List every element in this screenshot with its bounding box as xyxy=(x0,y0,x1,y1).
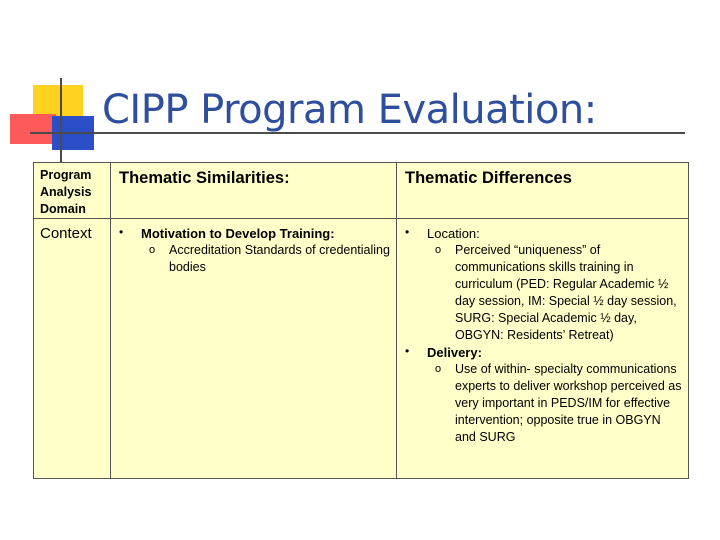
similarities-cell xyxy=(111,219,397,479)
slide-title: CIPP Program Evaluation: xyxy=(102,87,597,133)
differences-cell xyxy=(397,219,689,479)
list-item xyxy=(111,225,390,276)
similarity-label: Motivation to Develop Training: xyxy=(141,226,335,241)
bullet-icon: • xyxy=(405,344,410,358)
bullet-icon: • xyxy=(405,225,410,239)
table-header-row xyxy=(34,163,689,219)
sub-bullet-icon: o xyxy=(149,244,156,256)
sub-bullet-icon: o xyxy=(435,244,442,256)
difference-detail: Perceived “uniqueness” of communications skills training in curriculum (PED: Regular Academic ½ day session, IM: Special ½ day session, SURG: Special Academic ½ day, OBGYN: Residents’ Retreat) xyxy=(455,243,677,342)
difference-label: Delivery: xyxy=(427,345,482,360)
list-item xyxy=(427,242,682,344)
similarity-detail: Accreditation Standards of credentialing bodies xyxy=(169,243,390,274)
list-item xyxy=(141,242,390,276)
decor-vertical-line xyxy=(60,78,62,162)
header-domain: Program Analysis Domain xyxy=(34,163,111,219)
difference-label: Location: xyxy=(427,226,480,241)
evaluation-table xyxy=(33,162,689,479)
header-differences: Thematic Differences xyxy=(397,163,689,219)
decor-square-red xyxy=(10,114,56,144)
table-row xyxy=(34,219,689,479)
bullet-icon: • xyxy=(119,225,124,239)
row-domain-context: Context xyxy=(34,219,111,479)
difference-detail: Use of within- specialty communications experts to deliver workshop perceived as very important in PEDS/IM for effective intervention; opposite true in OBGYN and SURG xyxy=(455,362,682,444)
list-item xyxy=(397,225,682,344)
sub-bullet-icon: o xyxy=(435,363,442,375)
list-item xyxy=(427,361,682,446)
header-similarities: Thematic Similarities: xyxy=(111,163,397,219)
list-item xyxy=(397,344,682,446)
